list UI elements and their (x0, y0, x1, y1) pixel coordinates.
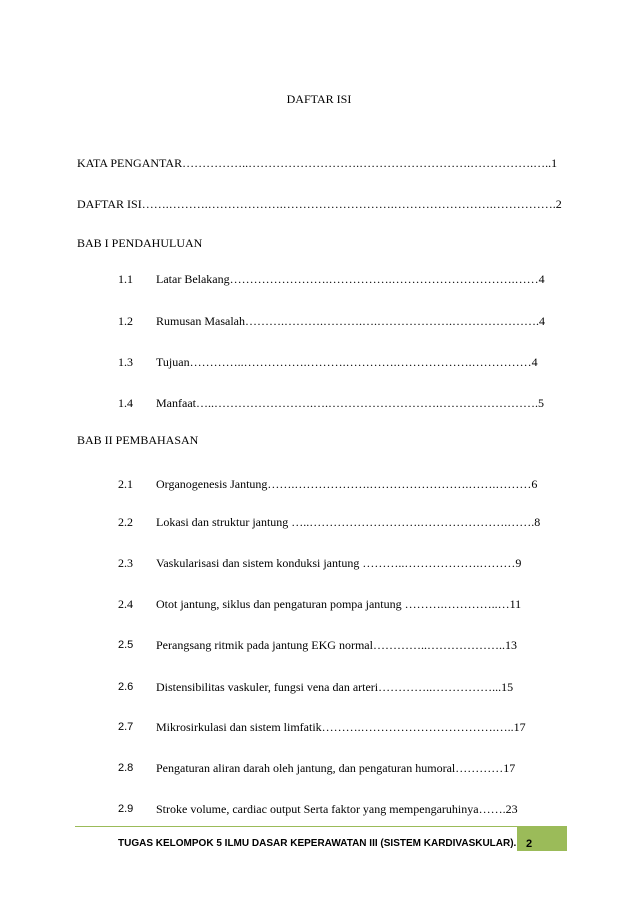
toc-entry: Tujuan…………..…………….……….………….……………….……………4 (156, 355, 538, 369)
toc-num: 2.3 (118, 556, 133, 570)
footer-rule (75, 826, 567, 827)
toc-entry: Distensibilitas vaskuler, fungsi vena dan arteri…………..……………...15 (156, 680, 514, 694)
section-heading-bab2: BAB II PEMBAHASAN (77, 433, 199, 447)
toc-num: 2.6 (118, 681, 134, 693)
page-title: DAFTAR ISI (286, 92, 352, 106)
toc-entry-daftar-isi: DAFTAR ISI…….……….……………….……………………….…………………….…………….2 (77, 197, 562, 211)
toc-entry: Otot jantung, siklus dan pengaturan pompa jantung ……….…………..…11 (156, 597, 522, 611)
toc-num: 2.9 (118, 803, 134, 815)
toc-num: 2.7 (118, 721, 134, 733)
toc-num: 2.5 (118, 639, 134, 651)
footer-text: TUGAS KELOMPOK 5 ILMU DASAR KEPERAWATAN III (SISTEM KARDIVASKULAR). (118, 838, 517, 849)
toc-entry: Latar Belakang…………………….…………….………………………….……4 (156, 272, 545, 286)
toc-num: 2.8 (118, 762, 134, 774)
toc-entry: Pengaturan aliran darah oleh jantung, dan pengaturan humoral…………17 (156, 761, 516, 775)
toc-entry-kata-pengantar: KATA PENGANTAR……………..……………………….……………………….…………….…..1 (77, 156, 558, 170)
toc-entry: Rumusan Masalah……….……….……….….……………….………………….4 (156, 314, 545, 328)
toc-entry: Vaskularisasi dan sistem konduksi jantung ………..……………….………9 (156, 556, 522, 570)
toc-num: 2.2 (118, 515, 133, 529)
toc-num: 1.3 (118, 355, 133, 369)
toc-entry: Organogenesis Jantung…….……………….…………………….…….………6 (156, 477, 538, 491)
toc-entry: Lokasi dan struktur jantung …..……………………….………………….…….8 (156, 515, 541, 529)
toc-num: 1.4 (118, 396, 133, 410)
toc-num: 1.1 (118, 272, 133, 286)
toc-entry: Manfaat…..…………………….….……………………….…………………….5 (156, 396, 544, 410)
page-number: 2 (526, 838, 533, 850)
toc-entry: Stroke volume, cardiac output Serta faktor yang mempengaruhinya…….23 (156, 802, 518, 816)
toc-entry: Perangsang ritmik pada jantung EKG normal…………..………………..13 (156, 638, 517, 652)
toc-num: 1.2 (118, 314, 133, 328)
toc-num: 2.4 (118, 597, 133, 611)
page-number-box (517, 827, 567, 851)
toc-num: 2.1 (118, 477, 133, 491)
toc-entry: Mikrosirkulasi dan sistem limfatik……….…………………………….…..17 (156, 720, 526, 734)
section-heading-bab1: BAB I PENDAHULUAN (77, 236, 203, 250)
